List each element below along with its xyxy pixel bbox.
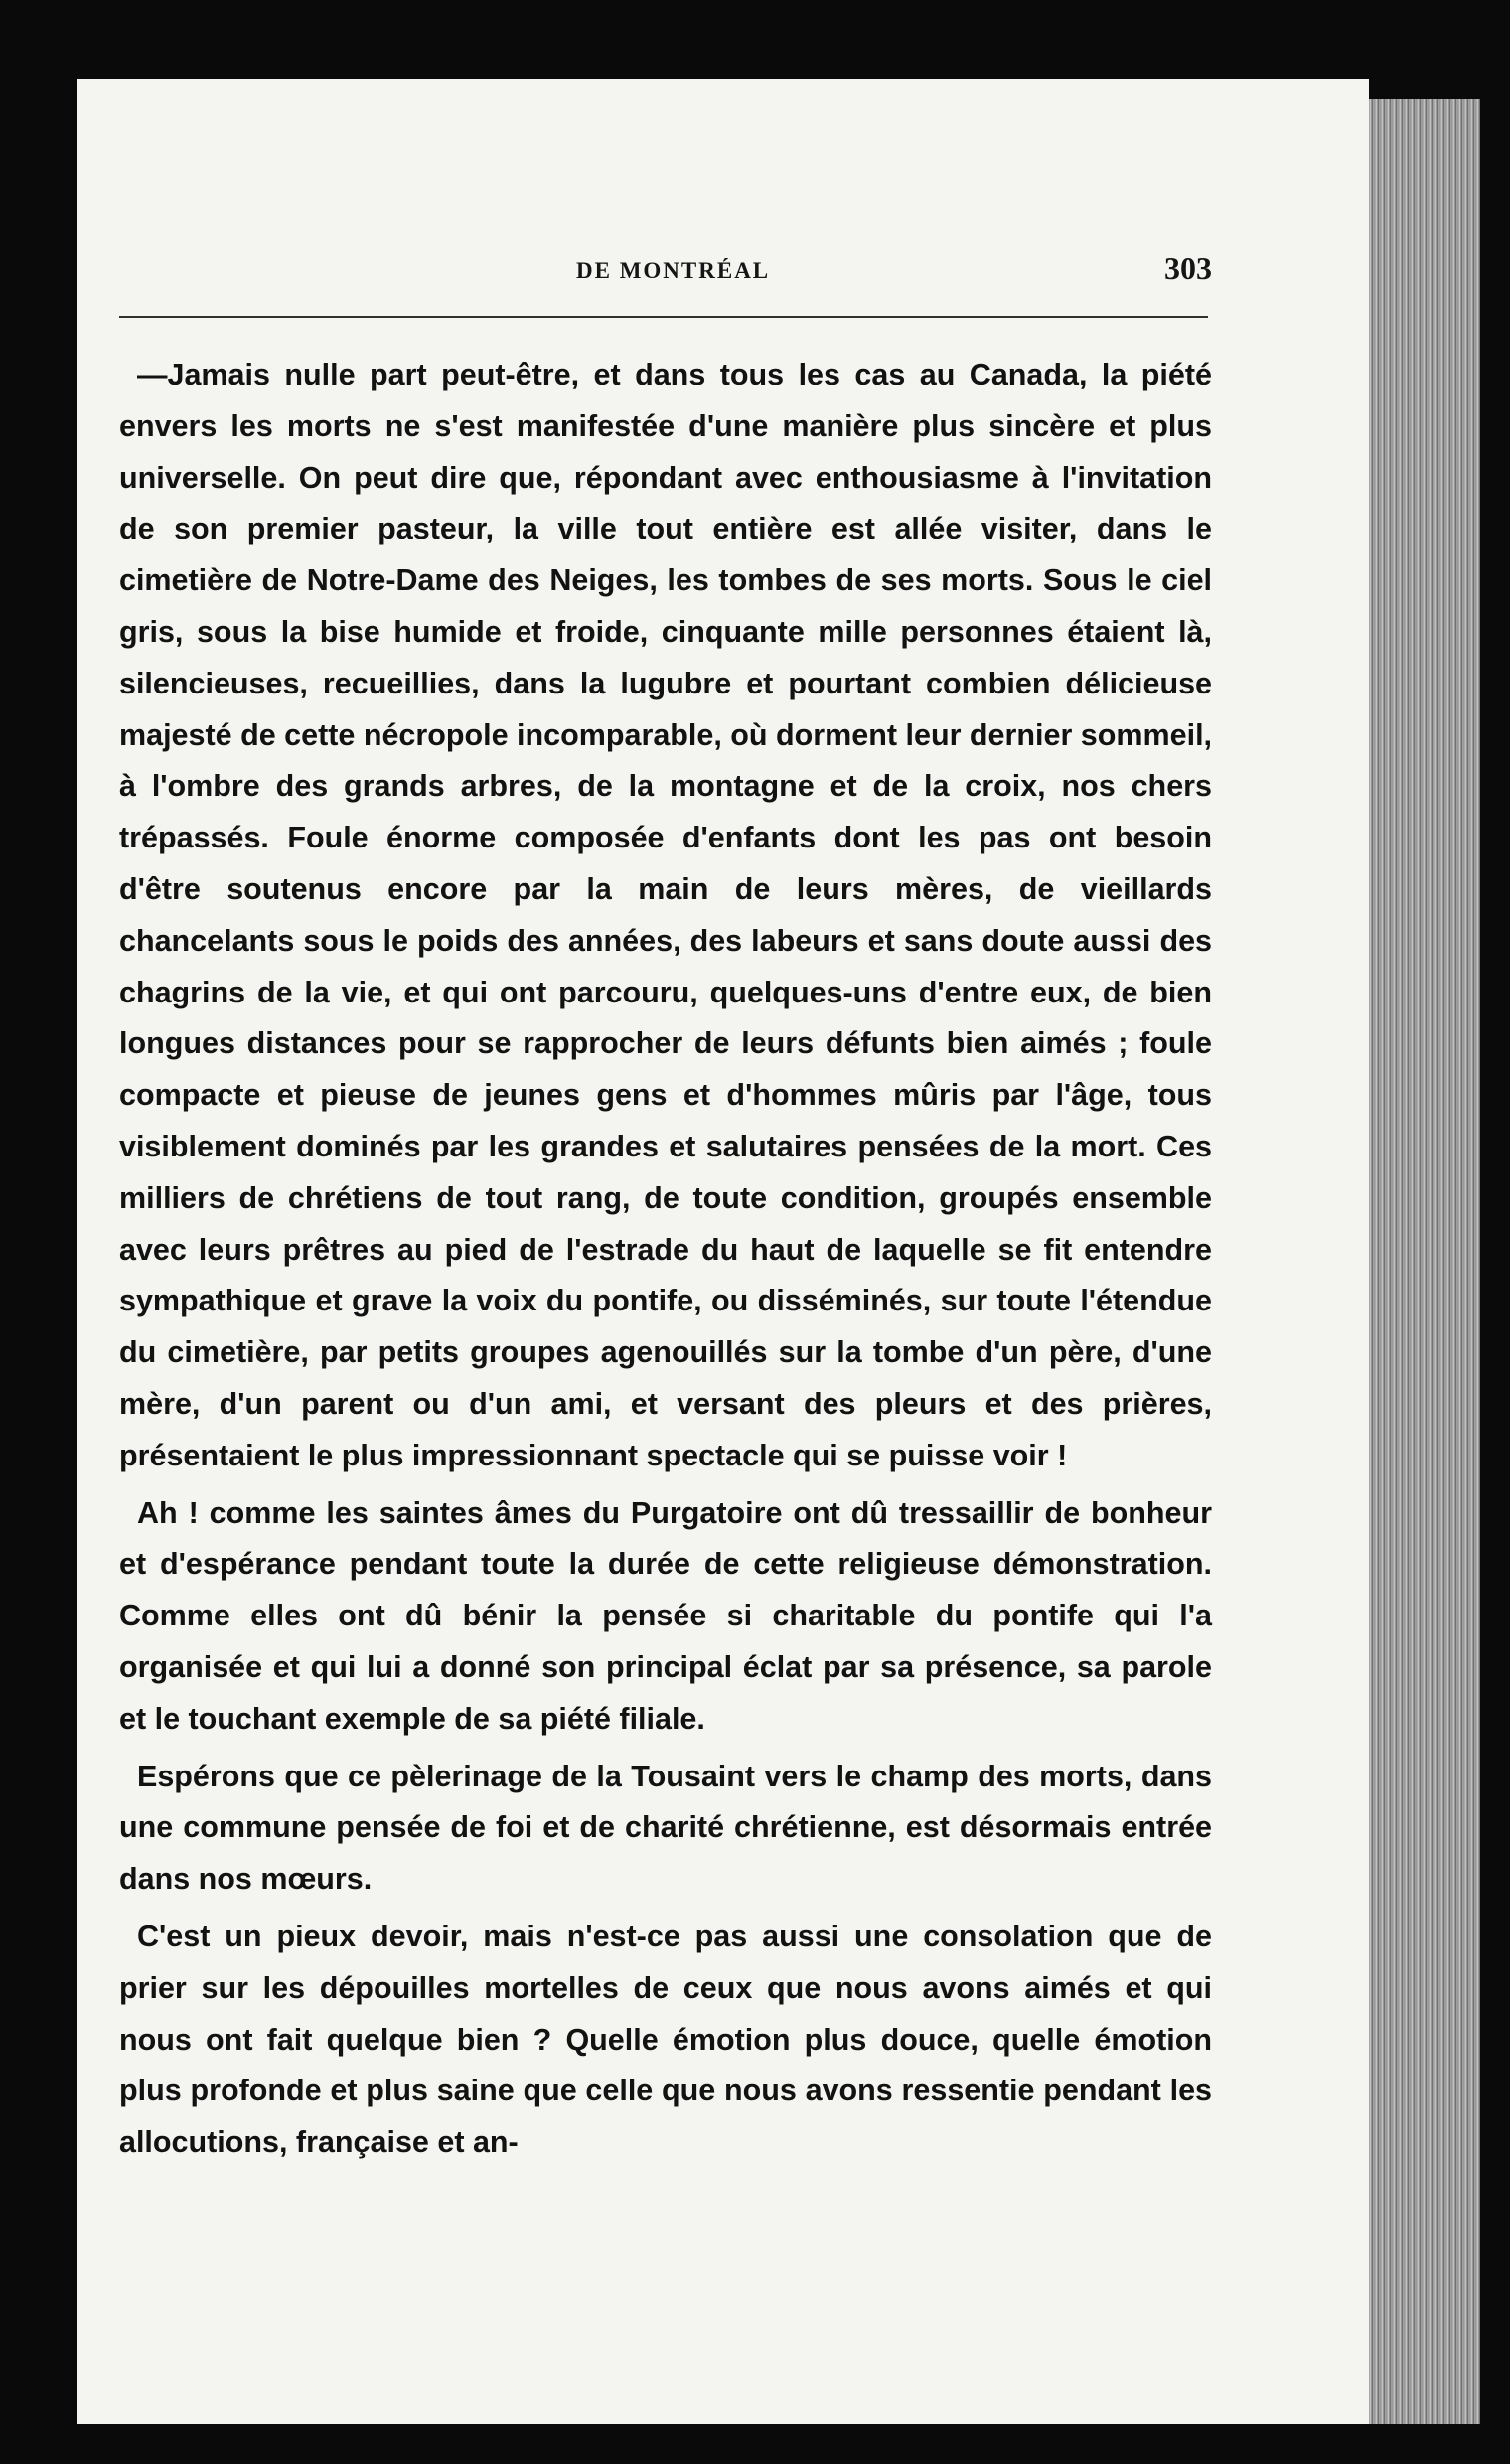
page-number: 303: [1164, 250, 1212, 286]
paragraph: —Jamais nulle part peut-être, et dans tous les cas au Canada, la piété envers les morts ne s'est manifestée d'une manière plus sincère et plus universelle. On peut dire que, répondant avec enthousiasme à l'invitation de son premier pasteur, la ville tout entière est allée visiter, dans le cimetière de Notre-Dame des Neiges, les tombes de ses morts. Sous le ciel gris, sous la bise humide et froide, cinquante mille personnes étaient là, silencieuses, recueillies, dans la lugubre et pourtant combien délicieuse majesté de cette nécropole incomparable, où dorment leur dernier sommeil, à l'ombre des grands arbres, de la montagne et de la croix, nos chers trépassés. Foule énorme composée d'enfants dont les pas ont besoin d'être soutenus encore par la main de leurs mères, de vieillards chancelants sous le poids des années, des labeurs et sans doute aussi des chagrins de la vie, et qui ont parcouru, quelques-uns d'entre eux, de bien longues distances pour se rapprocher de leurs défunts bien aimés ; foule compacte et pieuse de jeunes gens et d'hommes mûris par l'âge, tous visiblement dominés par les grandes et salutaires pensées de la mort. Ces milliers de chrétiens de tout rang, de toute condition, groupés ensemble avec leurs prêtres au pied de l'estrade du haut de laquelle se fit entendre sympathique et grave la voix du pontife, ou disséminés, sur toute l'étendue du cimetière, par petits groupes agenouillés sur la tombe d'un père, d'une mère, d'un parent ou d'un ami, et versant des pleurs et des prières, présentaient le plus impressionnant spectacle qui se puisse voir !: [119, 358, 1213, 1472]
running-head: DE MONTRÉAL: [576, 258, 771, 283]
body-text: [119, 350, 1212, 2169]
paragraph: C'est un pieux devoir, mais n'est-ce pas aussi une consolation que de prier sur les dépouilles mortelles de ceux que nous avons aimés et qui nous ont fait quelque bien ? Quelle émotion plus douce, quelle émotion plus profonde et plus saine que celle que nous avons ressentie pendant les allocutions, française et an-: [119, 1919, 1212, 2160]
page-header: [119, 250, 1212, 300]
header-rule: [119, 316, 1208, 318]
paragraph: Ah ! comme les saintes âmes du Purgatoire ont dû tressaillir de bonheur et d'espérance pendant toute la durée de cette religieuse démonstration. Comme elles ont dû bénir la pensée si charitable du pontife qui l'a organisée et qui lui a donné son principal éclat par sa présence, sa parole et le touchant exemple de sa piété filiale.: [119, 1495, 1212, 1736]
paragraph: Espérons que ce pèlerinage de la Tousaint vers le champ des morts, dans une commune pensée de foi et de charité chrétienne, est désormais entrée dans nos mœurs.: [119, 1759, 1212, 1897]
page-edges: [1369, 99, 1480, 2424]
